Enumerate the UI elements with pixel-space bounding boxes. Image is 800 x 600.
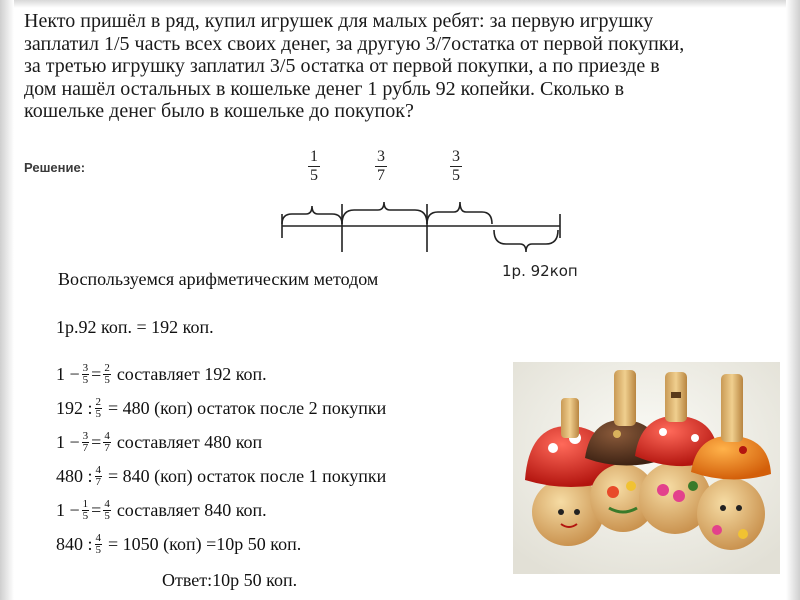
- step-tail: = 480 (коп) остаток после 2 покупки: [108, 398, 387, 418]
- step-fraction: [95, 397, 103, 420]
- remainder-money-label: 1р. 92коп: [502, 262, 578, 280]
- fraction-denominator: 5: [82, 374, 89, 386]
- step-fraction: [103, 363, 111, 386]
- slide-shadow-left: [0, 0, 14, 600]
- fraction-numerator: 1: [310, 148, 318, 165]
- fraction-denominator: 7: [95, 476, 102, 488]
- brace-second-part: [342, 202, 427, 224]
- step-tail: = 1050 (коп) =10р 50 коп.: [108, 534, 302, 554]
- slide-shadow-right: [786, 0, 800, 600]
- fraction-denominator: 5: [104, 374, 110, 386]
- fraction-denominator: 7: [377, 167, 385, 184]
- step-line: [56, 465, 386, 488]
- step-lead: 192 :: [56, 398, 93, 418]
- step-lead: 1 −: [56, 432, 80, 452]
- step-line: [56, 533, 301, 556]
- step-fraction: [82, 431, 90, 454]
- fraction-denominator: 5: [95, 408, 102, 420]
- step-fraction: [103, 431, 111, 454]
- conversion-line: 1р.92 коп. = 192 коп.: [56, 317, 214, 337]
- method-heading: Воспользуемся арифметическим методом: [58, 269, 379, 289]
- fraction-numerator: 3: [452, 148, 460, 165]
- step-lead: 840 :: [56, 534, 93, 554]
- step-tail: составляет 192 коп.: [116, 364, 267, 384]
- brace-third-part: [427, 202, 492, 224]
- step-fraction: [82, 499, 90, 522]
- step-fraction: [95, 533, 103, 556]
- toy-whistles-photo: [513, 362, 780, 574]
- fraction-denominator: 5: [452, 167, 460, 184]
- step-equals: =: [91, 364, 102, 384]
- fraction-numerator: 3: [377, 148, 385, 165]
- step-fraction: [95, 465, 103, 488]
- fraction-numerator: 3: [82, 362, 89, 374]
- fraction-numerator: 2: [95, 396, 102, 408]
- fraction-numerator: 4: [104, 430, 110, 442]
- problem-text: [24, 10, 774, 123]
- step-equals: =: [91, 500, 102, 520]
- fraction-denominator: 7: [104, 442, 110, 454]
- fraction-denominator: 7: [82, 442, 89, 454]
- step-line: [56, 499, 267, 522]
- step-lead: 1 −: [56, 364, 80, 384]
- fraction-numerator: 3: [82, 430, 89, 442]
- step-lead: 1 −: [56, 500, 80, 520]
- fraction-numerator: 1: [82, 498, 89, 510]
- problem-line: заплатил 1/5 часть всех своих денег, за другую 3/7остатка от первой покупки,: [24, 32, 685, 55]
- step-line: [56, 431, 262, 454]
- step-line: [56, 397, 386, 420]
- slide-shadow-top: [0, 0, 800, 8]
- fraction-numerator: 4: [95, 464, 102, 476]
- problem-line: Некто пришёл в ряд, купил игрушек для малых ребят: за первую игрушку: [24, 10, 654, 32]
- fraction-numerator: 4: [104, 498, 110, 510]
- step-fraction: [103, 499, 111, 522]
- answer-line: Ответ:10р 50 коп.: [162, 570, 298, 590]
- problem-line: за третью игрушку заплатил 3/5 остатка от первой покупки, а по приезде в: [24, 55, 660, 77]
- brace-first-part: [282, 206, 342, 224]
- step-equals: =: [91, 432, 102, 452]
- fraction-denominator: 5: [82, 510, 89, 522]
- step-fraction: [82, 363, 90, 386]
- fraction-numerator: 4: [95, 532, 102, 544]
- brace-remainder: [494, 230, 558, 252]
- step-tail: = 840 (коп) остаток после 1 покупки: [108, 466, 387, 486]
- fraction-denominator: 5: [104, 510, 110, 522]
- problem-line: кошельке денег было в кошельке до покупок?: [24, 100, 414, 122]
- step-lead: 480 :: [56, 466, 93, 486]
- fraction-denominator: 5: [310, 167, 318, 184]
- fraction-denominator: 5: [95, 544, 102, 556]
- fraction-numerator: 2: [104, 362, 110, 374]
- solution-label: Решение:: [24, 160, 86, 175]
- step-tail: составляет 840 коп.: [116, 500, 267, 520]
- step-tail: составляет 480 коп: [116, 432, 263, 452]
- segment-lines: [270, 140, 570, 260]
- step-line: [56, 363, 267, 386]
- problem-line: дом нашёл остальных в кошельке денег 1 рубль 92 копейки. Сколько в: [24, 77, 625, 100]
